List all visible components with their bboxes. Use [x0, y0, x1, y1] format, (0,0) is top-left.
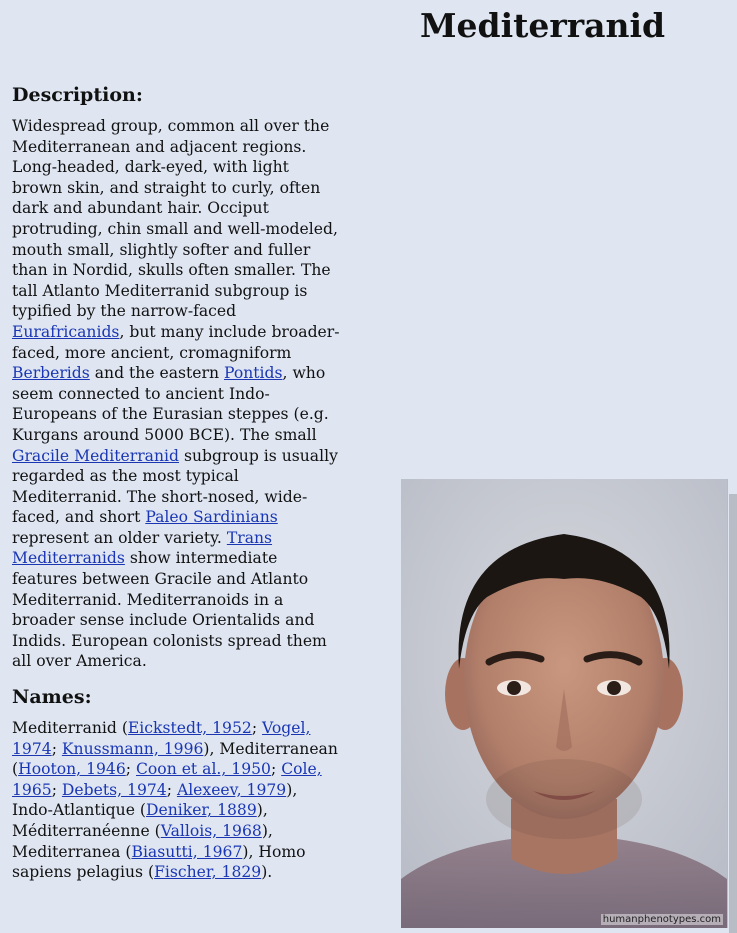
names-link-debets-1974[interactable]: Debets, 1974 — [61, 780, 167, 799]
description-heading: Description: — [12, 84, 143, 106]
names-text-span: ; — [51, 739, 62, 758]
names-link-eickstedt-1952[interactable]: Eickstedt, 1952 — [127, 719, 252, 738]
names-heading: Names: — [12, 686, 92, 709]
description-text-span: subgroup is usually regarded as the most typical Mediterranid. The short-nosed, wide-faced, and short — [12, 446, 338, 527]
description-link-paleo-sardinians[interactable]: Paleo Sardinians — [145, 508, 278, 527]
names-text-span: Mediterranid ( — [12, 719, 128, 738]
adjacent-image-edge — [729, 494, 737, 933]
names-text-span: ; — [125, 760, 136, 779]
names-text-span: ). — [261, 863, 273, 882]
face-portrait-icon — [401, 479, 727, 928]
names-link-deniker-1889[interactable]: Deniker, 1889 — [145, 801, 257, 820]
names-link-alexeev-1979[interactable]: Alexeev, 1979 — [176, 780, 287, 799]
names-text-span: ), Mediterranea ( — [12, 822, 273, 861]
description-link-trans-mediterranids[interactable]: Trans Mediterranids — [12, 528, 273, 568]
page-title: Mediterranid — [420, 6, 666, 45]
description-text-span: , but many include broader-faced, more ancient, cromagniform — [12, 322, 340, 362]
description-link-gracile-mediterranid[interactable]: Gracile Mediterranid — [12, 446, 179, 465]
description-text-span: represent an older variety. — [12, 528, 227, 547]
names-link-biasutti-1967[interactable]: Biasutti, 1967 — [131, 842, 243, 861]
names-text-span: ), Méditerranéenne ( — [12, 801, 268, 840]
names-link-vallois-1968[interactable]: Vallois, 1968 — [160, 822, 262, 840]
description-text-span: , who seem connected to ancient Indo-Europeans of the Eurasian steppes (e.g. Kurgans around 5000 BCE). The small — [12, 364, 329, 444]
image-watermark: humanphenotypes.com — [602, 914, 721, 925]
names-link-hooton-1946[interactable]: Hooton, 1946 — [18, 760, 126, 779]
names-text-span: ; — [251, 719, 263, 738]
names-text-span: ), Homo sapiens pelagius ( — [12, 842, 306, 882]
names-link-fischer-1829[interactable]: Fischer, 1829 — [154, 863, 262, 882]
description-link-berberids[interactable]: Berberids — [12, 364, 90, 383]
names-link-cole-1965[interactable]: Cole, 1965 — [12, 760, 322, 799]
names-text-span: ), Indo-Atlantique ( — [12, 780, 298, 820]
description-text-span: Widespread group, common all over the Mediterranean and adjacent regions. Long-headed, dark-eyed, with light brown skin, and straight to curly, often dark and abundant hair. Occiput protruding, chin small and well-modeled, mouth small, slightly softer and fuller than in Nordid, skulls often smaller. The tall Atlanto Mediterranid subgroup is typified by the narrow-faced — [12, 117, 338, 321]
names-text-span: ; — [166, 780, 177, 799]
names-text-span: ; — [270, 760, 282, 779]
content-column — [12, 84, 342, 883]
description-link-pontids[interactable]: Pontids — [224, 364, 283, 383]
names-text — [12, 718, 342, 883]
description-text-span: show intermediate features between Gracile and Atlanto Mediterranid. Mediterranoids in a broader sense include Orientalids and Indids. European colonists spread them all over America. — [12, 549, 327, 671]
portrait-image — [401, 479, 728, 928]
description-text — [12, 116, 342, 672]
description-link-eurafricanids[interactable]: Eurafricanids — [12, 322, 120, 341]
description-text-span: and the eastern — [89, 364, 224, 383]
names-link-coon-et-al-1950[interactable]: Coon et al., 1950 — [135, 760, 271, 779]
names-link-vogel-1974[interactable]: Vogel, 1974 — [12, 719, 311, 758]
names-text-span: ), Mediterranean ( — [12, 739, 338, 779]
names-text-span: ; — [51, 780, 62, 799]
names-link-knussmann-1996[interactable]: Knussmann, 1996 — [61, 739, 204, 758]
